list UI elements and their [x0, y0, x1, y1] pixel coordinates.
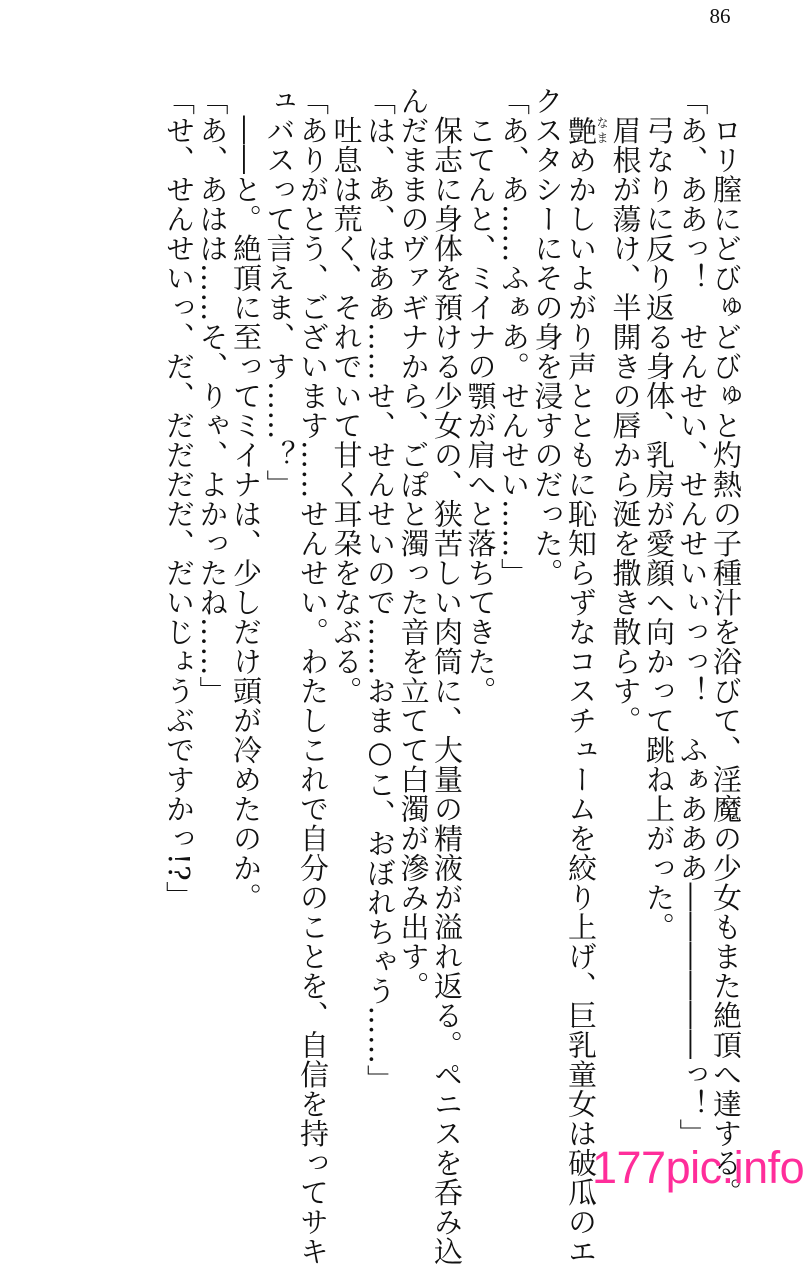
text-line-15: ――と。絶頂に至ってミイナは、少しだけ頭が冷めたのか。 [229, 86, 263, 912]
text-line-14: ュバスって言えま、す……？」 [262, 86, 297, 499]
text-line-2: 「あ、ああっ！ せんせい、せんせいぃっっ！ ふぁあああ――――――っ！」 [675, 86, 710, 1148]
text-line-8: こてんと、ミイナの顎が肩へと落ちてきた。 [463, 86, 498, 706]
text-line-13: 「ありがとう、ございます……せんせい。わたしこれで自分のことを、自信を持ってサキ [296, 86, 330, 1266]
page-number: 86 [709, 4, 731, 28]
text-line-3: 弓なりに反り返る身体、乳房が愛顔へ向かって跳ね上がった。 [642, 86, 676, 942]
text-line-11: 「は、あ、はああ……せ、せんせいので……おま○こ、おぼれちゃう……」 [363, 86, 397, 1094]
text-line-12: 吐息は荒く、それでいて甘く耳朶をなぶる。 [329, 86, 364, 706]
text-line-10: んだままのヴァギナから、ごぽと濁った音を立てて白濁が滲み出す。 [396, 86, 431, 1001]
text-line-9: 保志に身体を預ける少女の、狭苦しい肉筒に、大量の精液が溢れ返る。ペニスを呑み込 [430, 86, 464, 1266]
ruby-reading: なま [595, 115, 609, 145]
text-line-4: 眉根が蕩け、半開きの唇から涎を撒き散らす。 [608, 86, 643, 735]
text-line-1: ロリ膣にどびゅどびゅと灼熱の子種汁を浴びて、淫魔の少女もまた絶頂へ達する。 [709, 86, 743, 1207]
text-line-7: 「あ、あ……ふぁあ。せんせい……」 [497, 86, 531, 588]
ruby-annotation: 艶なま [564, 115, 609, 145]
text-line-17: 「せ、せんせいっ、だ、だだだだ、だいじょうぶですかっ!?」 [162, 86, 196, 911]
text-line-6: クスタシーにその身を浸すのだった。 [530, 86, 565, 588]
watermark-text: 177pic.info [592, 1142, 804, 1193]
text-line-5: 艶なまめかしいよがり声とともに恥知らずなコスチュームを絞り上げ、巨乳童女は破瓜のエ [564, 115, 609, 1266]
text-line-16: 「あ、あはは……そ、りゃ、よかったね……」 [195, 86, 230, 706]
